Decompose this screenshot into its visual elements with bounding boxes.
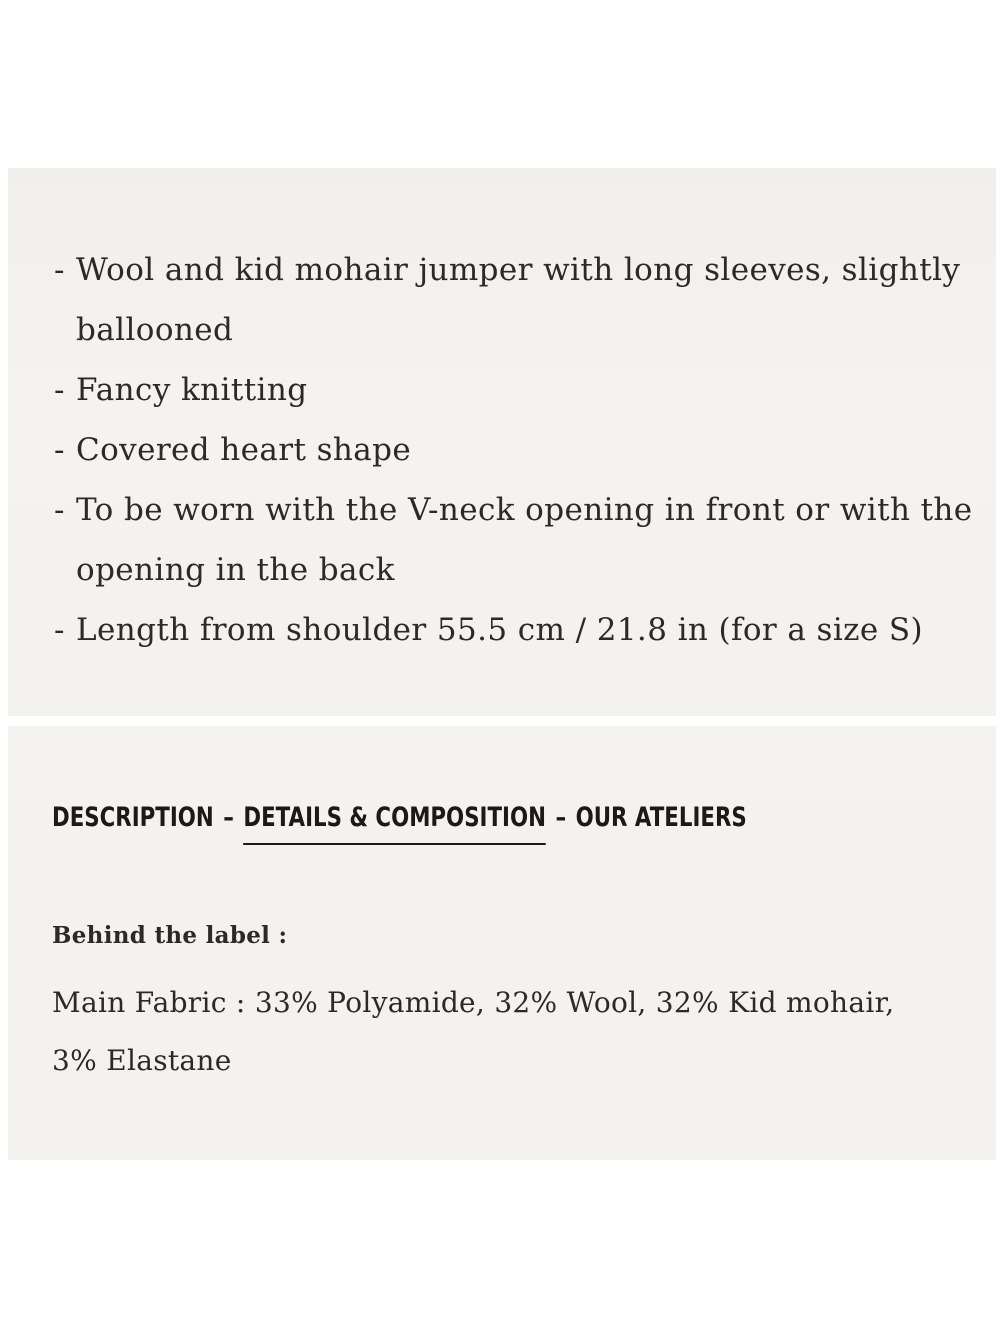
tab-bar <box>52 802 747 845</box>
bullet-dash: - <box>54 252 65 288</box>
list-item-text: Covered heart shape <box>76 432 412 468</box>
list-item <box>54 600 974 660</box>
bullet-dash: - <box>54 612 65 648</box>
bullet-dash: - <box>54 492 65 528</box>
feature-list <box>54 240 974 660</box>
list-item <box>54 240 974 360</box>
tab-description[interactable]: DESCRIPTION <box>52 802 214 833</box>
tab-separator: – <box>555 802 567 833</box>
list-item <box>54 480 974 600</box>
tab-our-ateliers[interactable]: OUR ATELIERS <box>575 802 747 833</box>
composition-heading: Behind the label : <box>52 922 288 949</box>
list-item-text: Length from shoulder 55.5 cm / 21.8 in (for a size S) <box>76 612 924 648</box>
tab-details-composition[interactable]: DETAILS & COMPOSITION <box>243 802 546 845</box>
product-description-panel <box>8 168 996 716</box>
list-item <box>54 420 974 480</box>
bullet-dash: - <box>54 372 65 408</box>
bullet-dash: - <box>54 432 65 468</box>
list-item <box>54 360 974 420</box>
list-item-text: To be worn with the V-neck opening in front or with the opening in the back <box>76 492 973 588</box>
tab-separator: – <box>223 802 234 833</box>
main-fabric-text: Main Fabric : 33% Polyamide, 32% Wool, 32% Kid mohair, 3% Elastane <box>52 986 895 1077</box>
list-item-text: Wool and kid mohair jumper with long sleeves, slightly ballooned <box>76 252 961 348</box>
list-item-text: Fancy knitting <box>76 372 308 408</box>
composition-panel <box>8 726 996 1160</box>
